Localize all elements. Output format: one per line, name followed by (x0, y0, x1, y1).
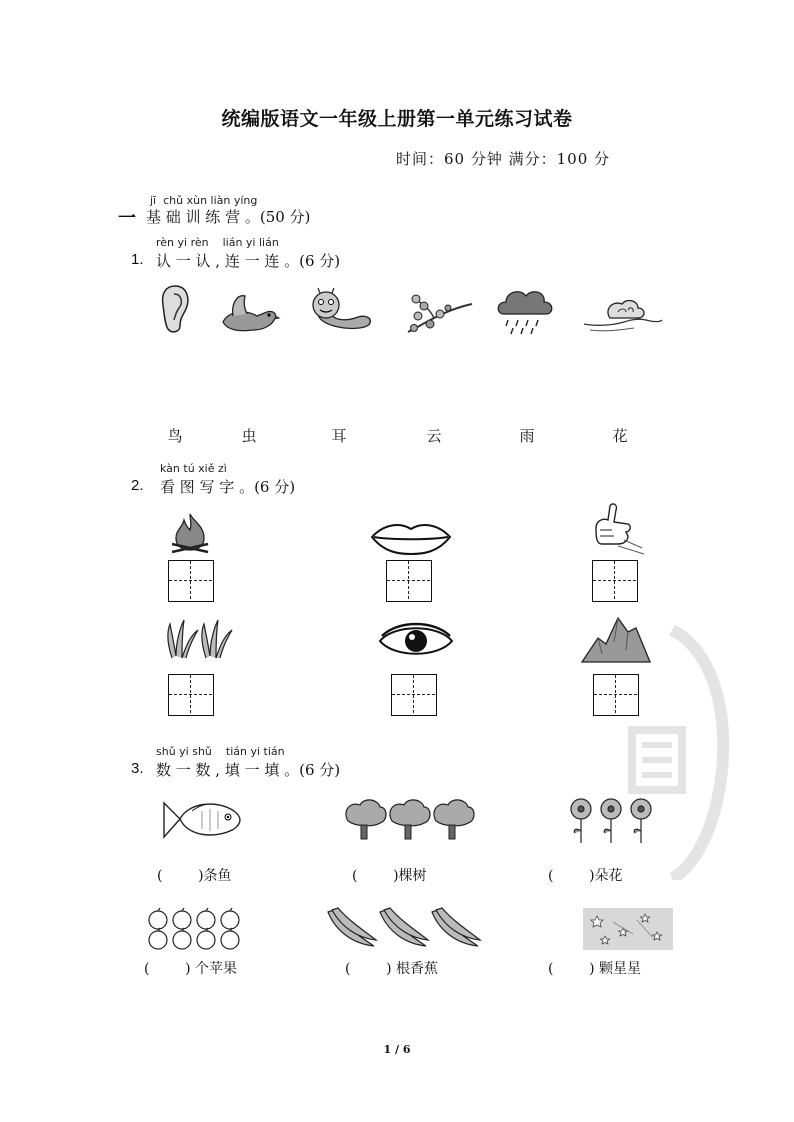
write-grid-eye[interactable] (391, 674, 437, 716)
fire-icon (168, 512, 212, 554)
q1-pinyin: rèn yi rèn lián yi lián (156, 236, 279, 249)
caterpillar-icon (306, 287, 372, 335)
write-grid-grass[interactable] (168, 674, 214, 716)
word-insect: 虫 (241, 427, 257, 445)
banana-count-label[interactable]: ( ) 根香蕉 (345, 961, 438, 977)
q2-text: 看 图 写 字 。(6 分) (160, 478, 296, 496)
fish-count-label[interactable]: ( )条鱼 (157, 868, 232, 884)
apple-count-label[interactable]: ( ) 个苹果 (144, 961, 237, 977)
bird-icon (217, 292, 279, 336)
exam-title: 统编版语文一年级上册第一单元练习试卷 (221, 108, 573, 130)
rain-cloud-icon (494, 284, 556, 336)
write-grid-hand[interactable] (592, 560, 638, 602)
word-cloud: 云 (426, 427, 442, 445)
fish-icon (162, 797, 244, 843)
cloud-icon (580, 296, 664, 334)
flower-branch-icon (404, 290, 474, 336)
q3-pinyin: shǔ yi shǔ tián yi tián (156, 745, 285, 758)
trees-icon (342, 797, 476, 841)
word-flower: 花 (612, 427, 628, 445)
flowers-icon (567, 797, 659, 845)
exam-meta: 时间：60 分钟 满分：100 分 (396, 150, 611, 168)
word-rain: 雨 (519, 427, 535, 445)
page-number: 1 / 6 (383, 1043, 411, 1056)
hand-icon (588, 502, 644, 556)
word-bird: 鸟 (167, 427, 183, 445)
q3-text: 数 一 数 , 填 一 填 。(6 分) (156, 761, 341, 779)
tree-count-label[interactable]: ( )棵树 (352, 868, 427, 884)
write-grid-mouth[interactable] (386, 560, 432, 602)
section1-heading: 基 础 训 练 营 。(50 分) (146, 208, 311, 226)
q2-number: 2. (131, 477, 144, 494)
word-ear: 耳 (331, 427, 347, 445)
eye-icon (378, 622, 454, 660)
stars-icon (583, 908, 673, 950)
q2-pinyin: kàn tú xiě zì (160, 462, 227, 475)
apples-icon (146, 908, 250, 950)
q3-number: 3. (131, 760, 144, 777)
flower-count-label[interactable]: ( )朵花 (548, 868, 623, 884)
bananas-icon (326, 906, 486, 950)
section1-pinyin: jī chǔ xùn liàn yíng (150, 194, 258, 207)
star-count-label[interactable]: ( ) 颗星星 (548, 961, 641, 977)
write-grid-fire[interactable] (168, 560, 214, 602)
mouth-icon (370, 520, 452, 556)
ear-icon (158, 283, 192, 335)
section1-marker: 一 (118, 208, 136, 229)
q1-number: 1. (131, 251, 144, 268)
q1-text: 认 一 认 , 连 一 连 。(6 分) (156, 252, 341, 270)
grass-icon (164, 616, 238, 660)
